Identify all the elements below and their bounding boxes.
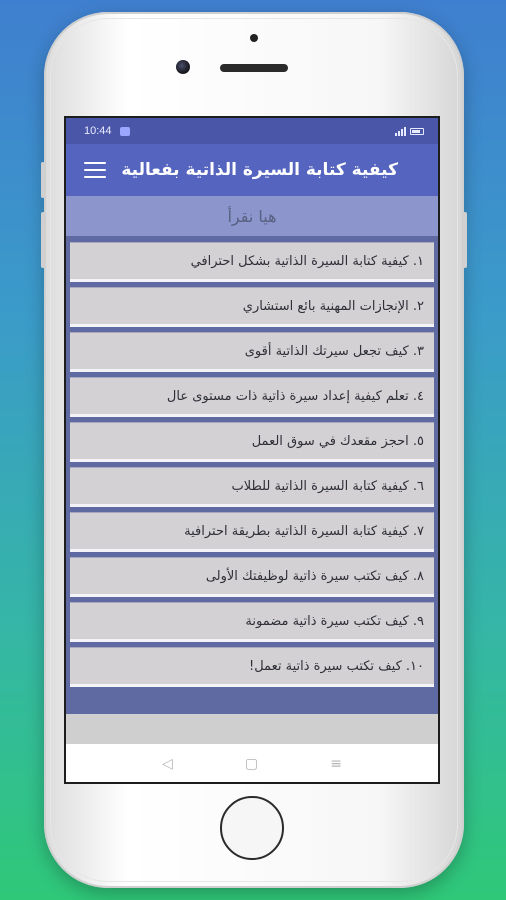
earpiece-speaker: [220, 64, 288, 72]
list-item[interactable]: [70, 647, 434, 687]
system-nav-bar: [66, 744, 438, 784]
list-item[interactable]: [70, 242, 434, 282]
power-button: [463, 212, 467, 268]
app-bar: [66, 144, 438, 196]
app-title: كيفية كتابة السيرة الذاتية بفعالية: [121, 160, 398, 180]
list-item[interactable]: [70, 377, 434, 417]
status-time: 10:44: [84, 125, 112, 137]
articles-list: [66, 236, 438, 714]
list-item-label: ١٠. كيف تكتب سيرة ذاتية تعمل!: [249, 658, 424, 674]
ad-banner-area: [66, 714, 438, 744]
sub-header-label: هيا نقرأ: [227, 206, 277, 226]
list-item-label: ٤. تعلم كيفية إعداد سيرة ذاتية ذات مستوى عال: [166, 388, 424, 404]
list-item[interactable]: [70, 602, 434, 642]
front-sensor: [250, 34, 258, 42]
volume-button: [41, 212, 45, 268]
list-item-label: ١. كيفية كتابة السيرة الذاتية بشكل احترافي: [190, 253, 424, 269]
list-item-label: ٨. كيف تكتب سيرة ذاتية لوظيفتك الأولى: [205, 568, 424, 584]
list-item-label: ٥. احجز مقعدك في سوق العمل: [251, 433, 424, 449]
phone-screen: [64, 116, 440, 784]
status-bar: [66, 118, 438, 144]
side-button: [41, 162, 45, 198]
list-item-label: ٣. كيف تجعل سيرتك الذاتية أقوى: [244, 343, 424, 359]
signal-icon: [395, 127, 406, 136]
sub-header: [66, 196, 438, 236]
list-item[interactable]: [70, 332, 434, 372]
list-item-label: ٢. الإنجازات المهنية بائع استشاري: [242, 298, 424, 314]
battery-icon: [410, 128, 424, 135]
list-item[interactable]: [70, 287, 434, 327]
list-item-label: ٧. كيفية كتابة السيرة الذاتية بطريقة احترافية: [184, 523, 424, 539]
recents-icon[interactable]: ≡: [330, 756, 342, 772]
list-item[interactable]: [70, 512, 434, 552]
list-item-label: ٦. كيفية كتابة السيرة الذاتية للطلاب: [231, 478, 424, 494]
home-button[interactable]: [220, 796, 284, 860]
list-item[interactable]: [70, 557, 434, 597]
notification-icon: [120, 127, 130, 136]
list-item[interactable]: [70, 422, 434, 462]
list-item[interactable]: [70, 467, 434, 507]
hamburger-menu-icon[interactable]: [84, 162, 106, 178]
home-icon[interactable]: ▢: [244, 756, 259, 772]
front-camera: [176, 60, 190, 74]
list-item-label: ٩. كيف تكتب سيرة ذاتية مضمونة: [245, 613, 424, 629]
back-icon[interactable]: ◁: [162, 756, 173, 772]
